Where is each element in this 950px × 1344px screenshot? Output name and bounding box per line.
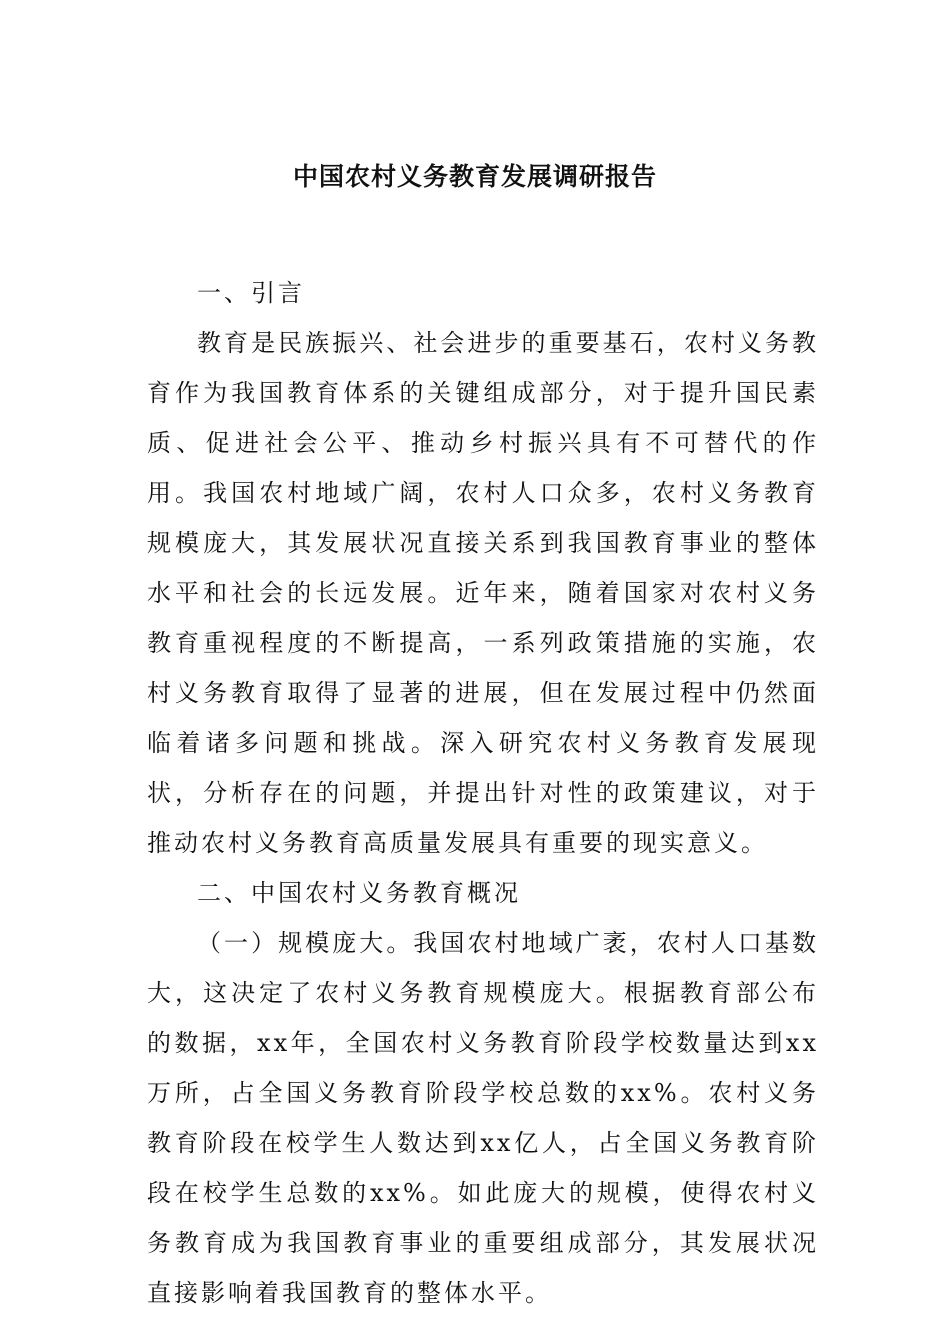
paragraph-introduction: 教育是民族振兴、社会进步的重要基石，农村义务教育作为我国教育体系的关键组成部分，对于提升国民素质、促进社会公平、推动乡村振兴具有不可替代的作用。我国农村地域广阔，农村人口众多，农村义务教育规模庞大，其发展状况直接关系到我国教育事业的整体水平和社会的长远发展。近年来，随着国家对农村义务教育重视程度的不断提高，一系列政策措施的实施，农村义务教育取得了显著的进展，但在发展过程中仍然面临着诸多问题和挑战。深入研究农村义务教育发展现状，分析存在的问题，并提出针对性的政策建议，对于推动农村义务教育高质量发展具有重要的现实意义。 (147, 329, 819, 857)
document-title: 中国农村义务教育发展调研报告 (292, 162, 657, 191)
section-heading-introduction: 一、引言 (197, 279, 305, 307)
document-body (147, 268, 819, 1318)
paragraph-scale: （一）规模庞大。我国农村地域广袤，农村人口基数大，这决定了农村义务教育规模庞大。根据教育部公布的数据，xx年，全国农村义务教育阶段学校数量达到xx万所，占全国义务教育阶段学校总数的xx%。农村义务教育阶段在校学生人数达到xx亿人，占全国义务教育阶段在校学生总数的xx%。如此庞大的规模，使得农村义务教育成为我国教育事业的重要组成部分，其发展状况直接影响着我国教育的整体水平。 (147, 929, 819, 1307)
section-heading-overview: 二、中国农村义务教育概况 (197, 879, 521, 907)
